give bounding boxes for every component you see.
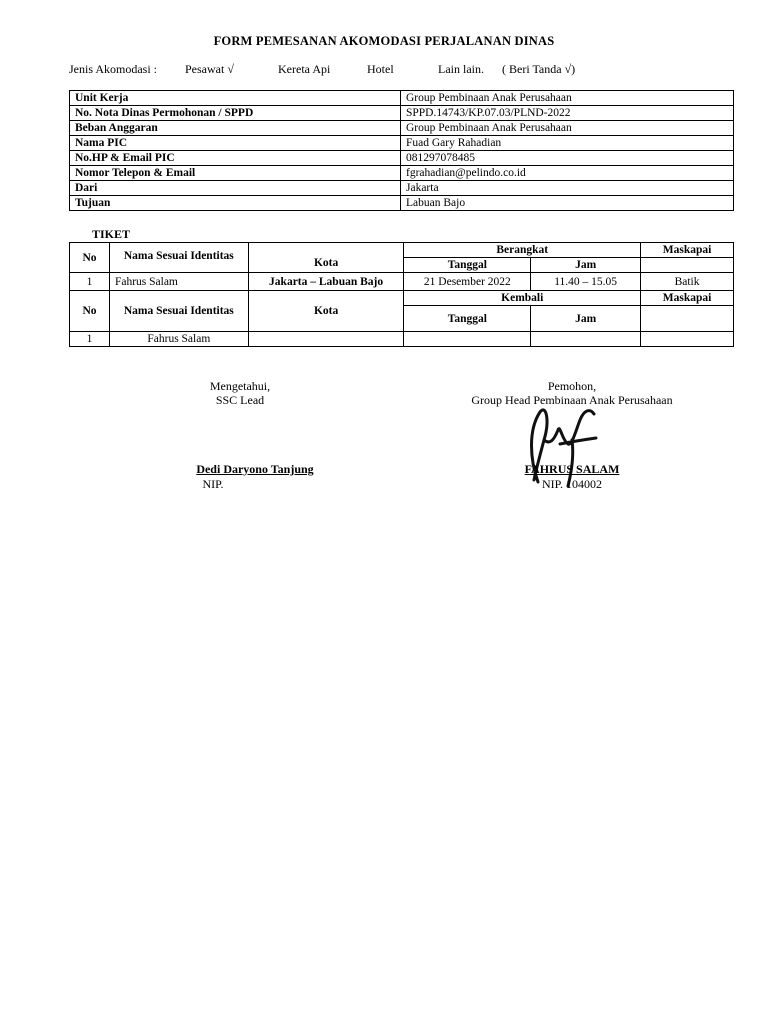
info-key: No. Nota Dinas Permohonan / SPPD	[70, 106, 401, 121]
header-no: No	[70, 243, 110, 273]
row-no: 1	[70, 273, 110, 291]
right-signer-name: FAHRUS SALAM	[524, 462, 620, 476]
tiket-label: TIKET	[92, 227, 131, 241]
row-jam	[531, 332, 641, 347]
info-value: Group Pembinaan Anak Perusahaan	[401, 91, 734, 106]
info-key: Dari	[70, 181, 401, 196]
table-row	[70, 196, 734, 211]
ssc-lead-label: SSC Lead	[215, 393, 265, 407]
empty-cell	[641, 258, 734, 273]
table-row	[70, 121, 734, 136]
info-table	[69, 90, 734, 211]
jenis-akomodasi-label: Jenis Akomodasi :	[69, 62, 158, 76]
table-row	[70, 166, 734, 181]
header-tanggal: Tanggal	[404, 258, 531, 273]
row-jam: 11.40 – 15.05	[531, 273, 641, 291]
table-row	[70, 136, 734, 151]
row-tanggal: 21 Desember 2022	[404, 273, 531, 291]
right-signer-nip: NIP. 104002	[541, 477, 602, 491]
header-tanggal: Tanggal	[404, 306, 531, 332]
header-maskapai: Maskapai	[641, 243, 734, 258]
table-row	[70, 106, 734, 121]
table-row	[70, 151, 734, 166]
left-signer-name: Dedi Daryono Tanjung	[196, 462, 314, 476]
pemohon-label: Pemohon,	[547, 379, 597, 393]
info-value: fgrahadian@pelindo.co.id	[401, 166, 734, 181]
info-key: Nomor Telepon & Email	[70, 166, 401, 181]
table-row	[70, 332, 734, 347]
header-no: No	[70, 291, 110, 332]
mengetahui-label: Mengetahui,	[209, 379, 271, 393]
header-berangkat: Berangkat	[404, 243, 641, 258]
empty-cell	[641, 306, 734, 332]
header-jam: Jam	[531, 258, 641, 273]
row-kota	[248, 332, 404, 347]
info-value: Group Pembinaan Anak Perusahaan	[401, 121, 734, 136]
header-nama: Nama Sesuai Identitas	[109, 243, 248, 273]
info-key: Beban Anggaran	[70, 121, 401, 136]
header-jam: Jam	[531, 306, 641, 332]
option-pesawat: Pesawat √	[185, 62, 234, 76]
row-maskapai	[641, 332, 734, 347]
option-kereta-api: Kereta Api	[278, 62, 331, 76]
form-title: FORM PEMESANAN AKOMODASI PERJALANAN DINAS	[213, 34, 555, 48]
info-value: Fuad Gary Rahadian	[401, 136, 734, 151]
header-maskapai: Maskapai	[641, 291, 734, 306]
info-value: SPPD.14743/KP.07.03/PLND-2022	[401, 106, 734, 121]
row-maskapai: Batik	[641, 273, 734, 291]
table-row	[70, 181, 734, 196]
option-note: ( Beri Tanda √)	[502, 62, 576, 76]
info-value: Jakarta	[401, 181, 734, 196]
table-row	[70, 91, 734, 106]
info-key: Nama PIC	[70, 136, 401, 151]
table-row	[70, 291, 734, 306]
table-row	[70, 243, 734, 258]
header-nama: Nama Sesuai Identitas	[109, 291, 248, 332]
left-signer-nip: NIP.	[202, 477, 224, 491]
info-value: Labuan Bajo	[401, 196, 734, 211]
table-row	[70, 273, 734, 291]
info-key: Unit Kerja	[70, 91, 401, 106]
header-kota: Kota	[248, 243, 404, 273]
row-kota: Jakarta – Labuan Bajo	[248, 273, 404, 291]
option-hotel: Hotel	[367, 62, 394, 76]
row-nama: Fahrus Salam	[109, 273, 248, 291]
header-kota: Kota	[248, 291, 404, 332]
row-tanggal	[404, 332, 531, 347]
row-no: 1	[70, 332, 110, 347]
option-lain-lain: Lain lain.	[438, 62, 484, 76]
header-kembali: Kembali	[404, 291, 641, 306]
info-key: No.HP & Email PIC	[70, 151, 401, 166]
row-nama: Fahrus Salam	[109, 332, 248, 347]
info-value: 081297078485	[401, 151, 734, 166]
info-key: Tujuan	[70, 196, 401, 211]
ticket-table	[69, 242, 734, 347]
group-head-label: Group Head Pembinaan Anak Perusahaan	[471, 393, 673, 407]
